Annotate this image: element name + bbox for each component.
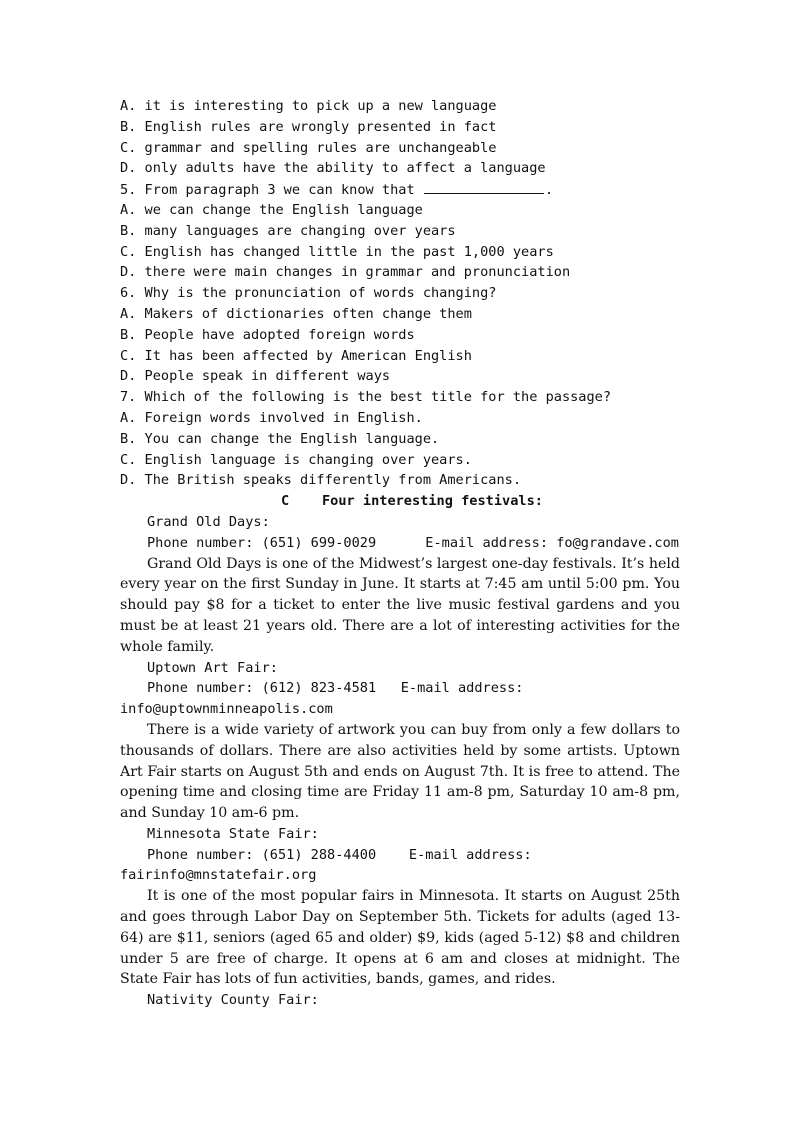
festival-2-name: Uptown Art Fair:	[147, 659, 278, 676]
q5-option-d: D. there were main changes in grammar and pronunciation	[120, 264, 571, 281]
festival-3-email: fairinfo@mnstatefair.org	[120, 867, 317, 884]
q6-option-c: C. It has been affected by American English	[120, 347, 472, 364]
q4-option-b: B. English rules are wrongly presented in fact	[120, 118, 497, 135]
festival-2-email: info@uptownminneapolis.com	[120, 701, 333, 718]
q7-option-c: C. English language is changing over years.	[120, 451, 472, 468]
q7-option-d: D. The British speaks differently from Americans.	[120, 472, 522, 489]
q7-stem: 7. Which of the following is the best title for the passage?	[120, 389, 612, 406]
q5-option-a: A. we can change the English language	[120, 201, 423, 218]
section-c-heading: C Four interesting festivals:	[281, 493, 543, 510]
q5-stem-line	[120, 179, 680, 200]
festival-1-name: Grand Old Days:	[147, 513, 270, 530]
q7-option-a: A. Foreign words involved in English.	[120, 409, 423, 426]
q6-option-b: B. People have adopted foreign words	[120, 326, 415, 343]
q5-stem: 5. From paragraph 3 we can know that	[120, 182, 423, 199]
festival-3-name: Minnesota State Fair:	[147, 825, 319, 842]
q5-option-b: B. many languages are changing over years	[120, 222, 456, 239]
q4-option-d: D. only adults have the ability to affect a language	[120, 160, 546, 177]
q6-option-a: A. Makers of dictionaries often change them	[120, 305, 472, 322]
q5-option-c: C. English has changed little in the past 1,000 years	[120, 243, 554, 260]
festival-4-name: Nativity County Fair:	[147, 992, 319, 1009]
festival-2-contact: Phone number: (612) 823-4581 E-mail address:	[147, 680, 524, 697]
q7-option-b: B. You can change the English language.	[120, 430, 440, 447]
q5-stem-end: .	[544, 182, 554, 199]
festival-2-description: There is a wide variety of artwork you can buy from only a few dollars to thousands of dollars. There are also activities held by some artists. Uptown Art Fair starts on August 5th and ends on August 7th. It is free to attend. The opening time and closing time are Friday 11 am-8 pm, Saturday 10 am-8 pm, and Sunday 10 am-6 pm.	[120, 721, 680, 822]
document-content	[120, 96, 680, 1011]
festival-3-description: It is one of the most popular fairs in Minnesota. It starts on August 25th and goes through Labor Day on September 5th. Tickets for adults (aged 13-64) are $11, seniors (aged 65 and older) $9, kids (aged 5-12) $8 and children under 5 are free of charge. It opens at 6 am and closes at midnight. The State Fair has lots of fun activities, bands, games, and rides.	[120, 888, 680, 988]
q6-stem: 6. Why is the pronunciation of words changing?	[120, 285, 497, 302]
q4-option-c: C. grammar and spelling rules are unchangeable	[120, 139, 497, 156]
festival-1-description: Grand Old Days is one of the Midwest’s largest one-day festivals. It’s held every year on the first Sunday in June. It starts at 7:45 am until 5:00 pm. You should pay $8 for a ticket to enter the live music festival gardens and you must be at least 21 years old. There are a lot of interesting activities for the whole family.	[120, 555, 680, 655]
festival-3-contact: Phone number: (651) 288-4400 E-mail address:	[147, 846, 532, 863]
q4-option-a: A. it is interesting to pick up a new language	[120, 98, 497, 114]
festival-1-contact: Phone number: (651) 699-0029 E-mail address: fo@grandave.com	[147, 534, 679, 551]
q5-answer-blank	[424, 179, 544, 194]
q6-option-d: D. People speak in different ways	[120, 368, 391, 385]
